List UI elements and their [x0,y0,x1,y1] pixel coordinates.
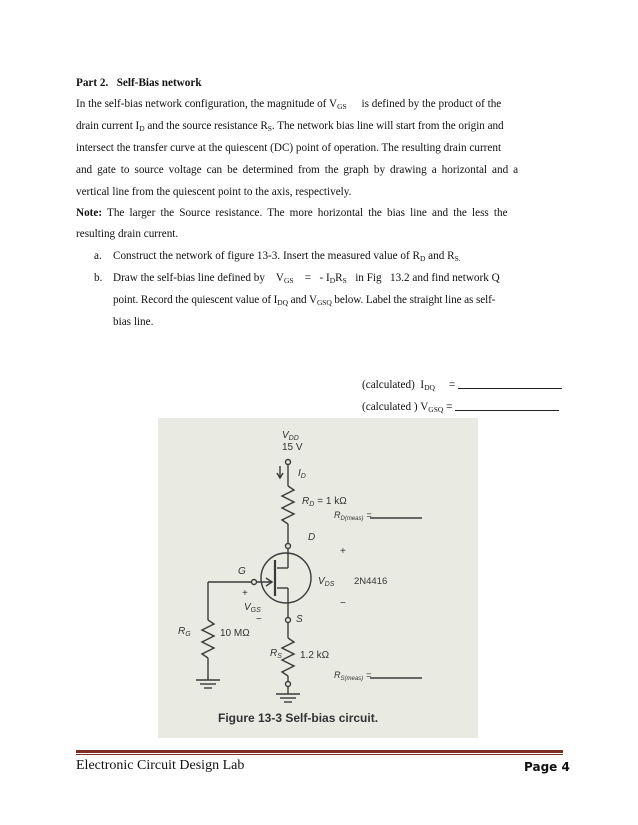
rd-label: $R_D = 1$ kΩ [302,496,347,508]
part-number: Part 2. [76,77,109,89]
id-label: $I_D$ [298,468,306,480]
footer-divider-thin [76,754,563,755]
gate-label: G [238,566,246,577]
note-line2: resulting drain current. [76,228,179,240]
vds-minus: − [340,598,346,609]
step-a-text: Construct the network of figure 13-3. Insert the measured value of $R_D$ and $R_{S.}$ [113,250,461,263]
idq-blank[interactable] [458,378,562,389]
step-b-marker: b. [94,272,103,284]
vds-plus: + [340,546,346,557]
note-label: Note: [76,207,103,219]
para1-line1: In the self-bias network configuration, the magnitude of $V_{GS}$ is defined by the product of the [76,98,502,111]
step-b-line2: point. Record the quiescent value of $I_{DQ}$ and $V_{GSQ}$ below. Label the straight line as self- [113,294,496,307]
vgs-plus: + [242,588,248,599]
step-b-line1: Draw the self-bias line defined by $V_{GS}$ = - $I_DR_S$ in Fig 13.2 and find network Q [113,272,500,285]
vdd-label: $V_{DD}$ [282,430,299,442]
footer-divider [76,750,563,753]
rs-label: $R_S$ [270,648,282,660]
rd-meas-label: $R_{D(meas)}$ = [334,510,372,522]
part-number: 2N4416 [354,576,388,587]
rs-value: 1.2 kΩ [300,650,330,661]
vgsq-result: (calculated ) $V_{GSQ}$ = [362,400,559,414]
rs-meas-label: $R_{S(meas)}$ = [334,670,372,682]
section-title: Self-Bias network [116,77,202,89]
drain-label: D [308,532,316,543]
para1-line5: vertical line from the quiescent point to the axis, respectively. [76,186,352,198]
circuit-figure [158,418,478,738]
footer-title: Electronic Circuit Design Lab [76,758,245,773]
para1-line2: drain current $I_D$ and the source resistance $R_S$. The network bias line will start from the origin and [76,120,504,133]
figure-caption: Figure 13-3 Self-bias circuit. [218,711,379,725]
step-a-marker: a. [94,250,102,262]
rg-value: 10 MΩ [220,628,250,639]
step-b-line3: bias line. [113,316,154,328]
source-label: S [296,614,303,625]
self-bias-circuit-diagram [158,418,478,738]
para1-line4: and gate to source voltage can be determined from the graph by drawing a horizontal and a [76,164,519,176]
vgs-minus: − [256,614,262,625]
vgsq-blank[interactable] [455,400,559,411]
idq-result: (calculated) $I_{DQ}$ = [362,378,562,392]
section-heading [76,76,202,90]
para1-line3: intersect the transfer curve at the quiescent (DC) point of operation. The resulting drain current [76,142,502,154]
vgs-label: $V_{GS}$ [244,602,261,614]
note-line1: Note: The larger the Source resistance. The more horizontal the bias line and the less the [76,207,508,219]
page-number: Page 4 [524,760,570,774]
rg-label: $R_G$ [178,626,191,638]
vdd-value: 15 V [282,442,303,453]
vds-label: $V_{DS}$ [318,576,335,588]
